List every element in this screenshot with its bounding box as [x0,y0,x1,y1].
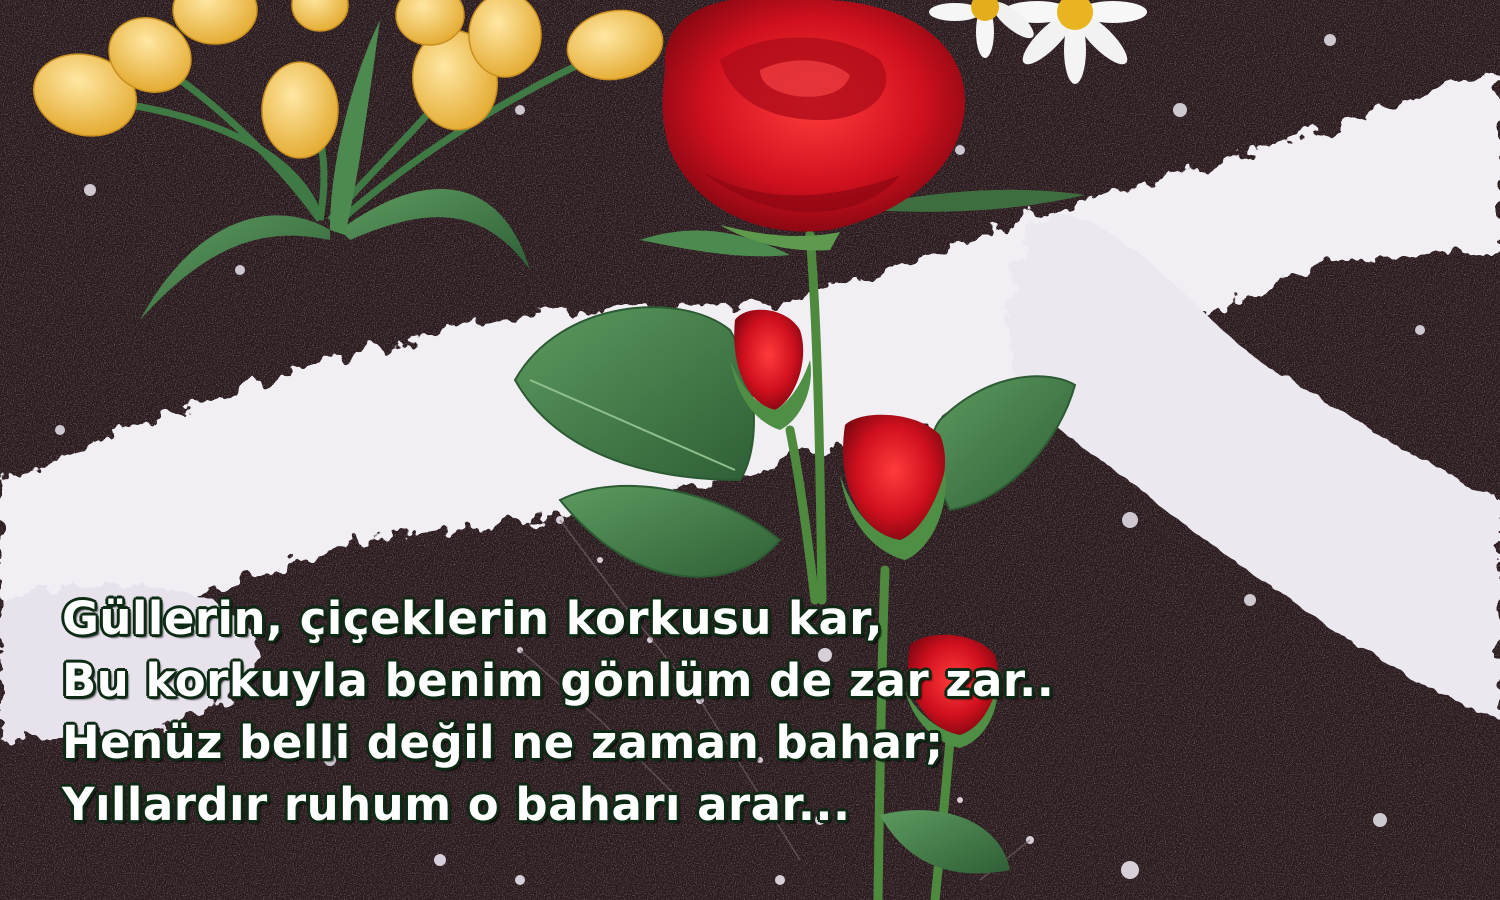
poem-line: Henüz belli değil ne zaman bahar; [62,716,944,769]
poem-text [62,588,1362,836]
poem-line: Güllerin, çiçeklerin korkusu kar, [62,592,883,645]
poem-line: Bu korkuyla benim gönlüm de zar zar.. [62,654,1055,707]
poem-line: Yıllardır ruhum o baharı arar... [62,778,851,831]
